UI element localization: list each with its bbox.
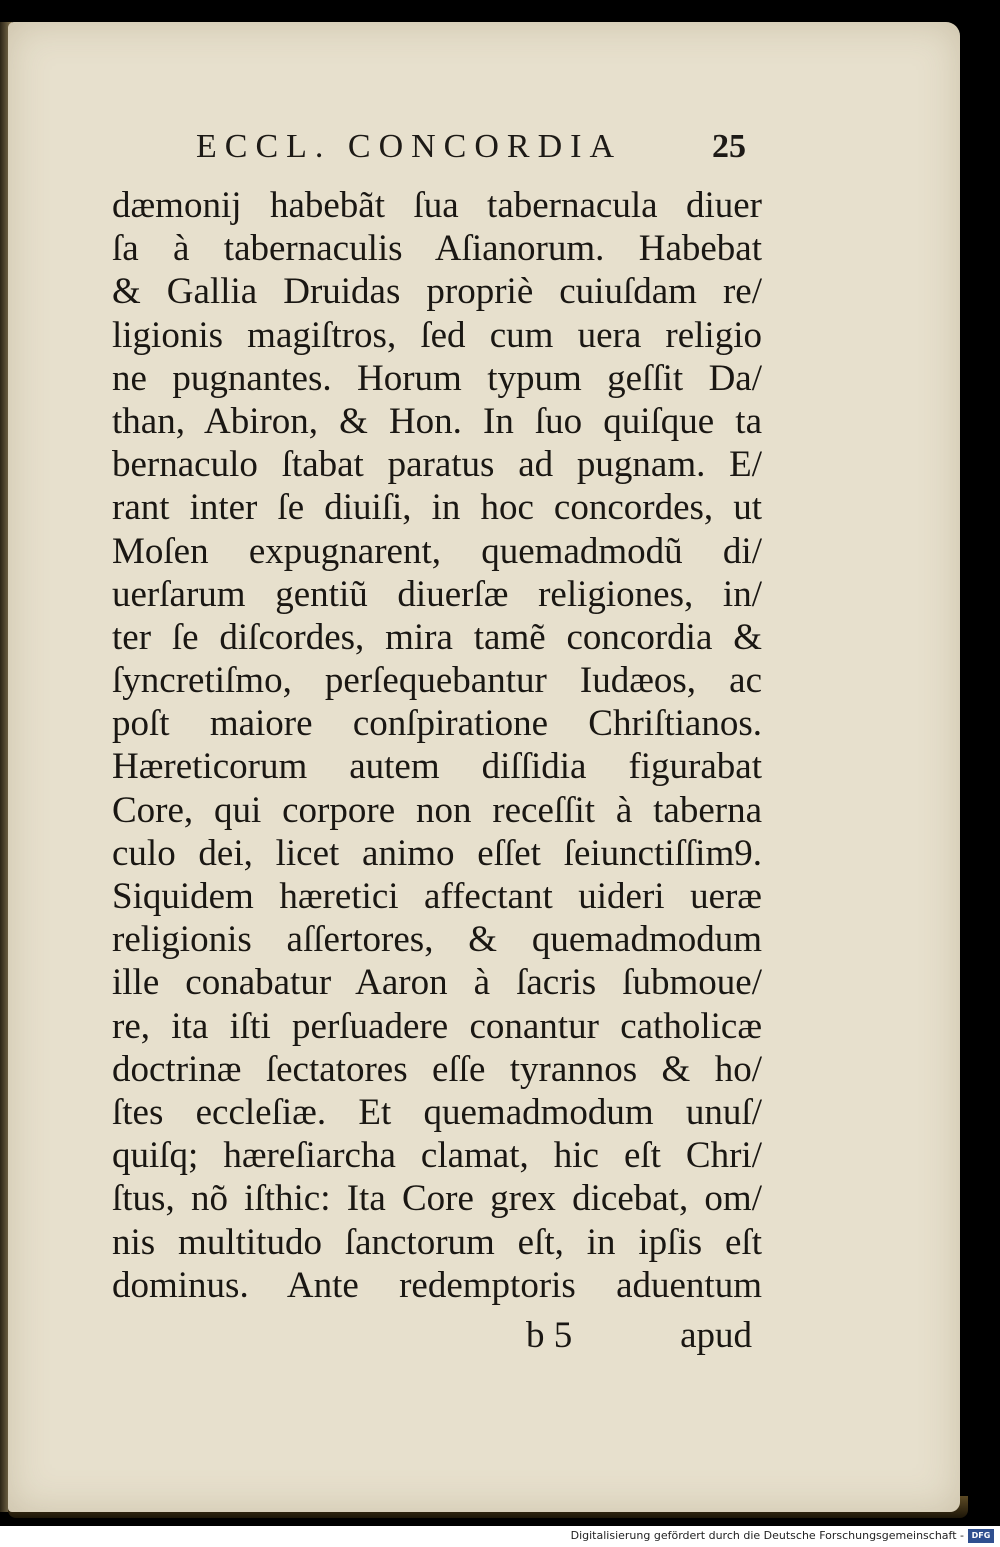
body-text bbox=[112, 184, 762, 1307]
text-line: than, Abiron, & Hon. In ſuo quiſque ta bbox=[112, 400, 762, 442]
text-line: Siquidem hæretici affectant uideri ueræ bbox=[112, 876, 762, 917]
page-number: 25 bbox=[712, 128, 746, 165]
signature-mark: b 5 bbox=[526, 1315, 573, 1356]
text-line: culo dei, licet animo eſſet ſeiunctiſſim9. bbox=[112, 832, 762, 874]
text-line: poſt maiore conſpiratione Chriſtianos. bbox=[112, 703, 762, 745]
text-line: ſtus, nõ iſthic: Ita Core grex dicebat, om/ bbox=[112, 1178, 762, 1220]
text-line: re, ita iſti perſuadere conantur catholicæ bbox=[112, 1005, 762, 1047]
text-line: dominus. Ante redemptoris aduentum bbox=[112, 1264, 762, 1306]
text-line: rant inter ſe diuiſi, in hoc concordes, ut bbox=[112, 487, 762, 529]
text-line: Moſen expugnarent, quemadmodũ di/ bbox=[112, 530, 762, 572]
text-line: ligionis magiſtros, ſed cum uera religio bbox=[112, 314, 762, 356]
text-line: & Gallia Druidas propriè cuiuſdam re/ bbox=[112, 271, 762, 313]
text-line: uerſarum gentiũ diuerſæ religiones, in/ bbox=[112, 573, 762, 615]
text-line: religionis aſſertores, & quemadmodum bbox=[112, 919, 762, 961]
dfg-logo-icon: DFG bbox=[968, 1529, 994, 1543]
footer-bar bbox=[0, 1526, 1000, 1547]
text-line: Hæreticorum autem diſſidia figurabat bbox=[112, 746, 762, 788]
text-line: ſa à tabernaculis Aſianorum. Habebat bbox=[112, 228, 762, 270]
text-line: ter ſe diſcordes, mira tamẽ concordia & bbox=[112, 616, 762, 658]
text-line: Core, qui corpore non receſſit à taberna bbox=[112, 789, 762, 831]
text-line: ne pugnantes. Horum typum geſſit Da/ bbox=[112, 357, 762, 399]
text-line: dæmonij habebãt ſua tabernacula diuer bbox=[112, 185, 762, 226]
text-line: doctrinæ ſectatores eſſe tyrannos & ho/ bbox=[112, 1048, 762, 1090]
text-line: nis multitudo ſanctorum eſt, in ipſis eſt bbox=[112, 1221, 762, 1263]
catch-line bbox=[112, 1314, 752, 1360]
text-line: bernaculo ſtabat paratus ad pugnam. E/ bbox=[112, 444, 762, 486]
text-line: ille conabatur Aaron à ſacris ſubmoue/ bbox=[112, 962, 762, 1004]
text-line: quiſq; hæreſiarcha clamat, hic eſt Chri/ bbox=[112, 1135, 762, 1177]
running-title: ECCL. CONCORDIA bbox=[196, 128, 623, 165]
funding-credit: Digitalisierung gefördert durch die Deutsche Forschungsgemeinschaft - bbox=[570, 1529, 964, 1542]
page-header bbox=[0, 128, 1000, 176]
catchword: apud bbox=[680, 1315, 752, 1356]
text-line: ſtes eccleſiæ. Et quemadmodum unuſ/ bbox=[112, 1091, 762, 1133]
text-line: ſyncretiſmo, perſequebantur Iudæos, ac bbox=[112, 660, 762, 702]
